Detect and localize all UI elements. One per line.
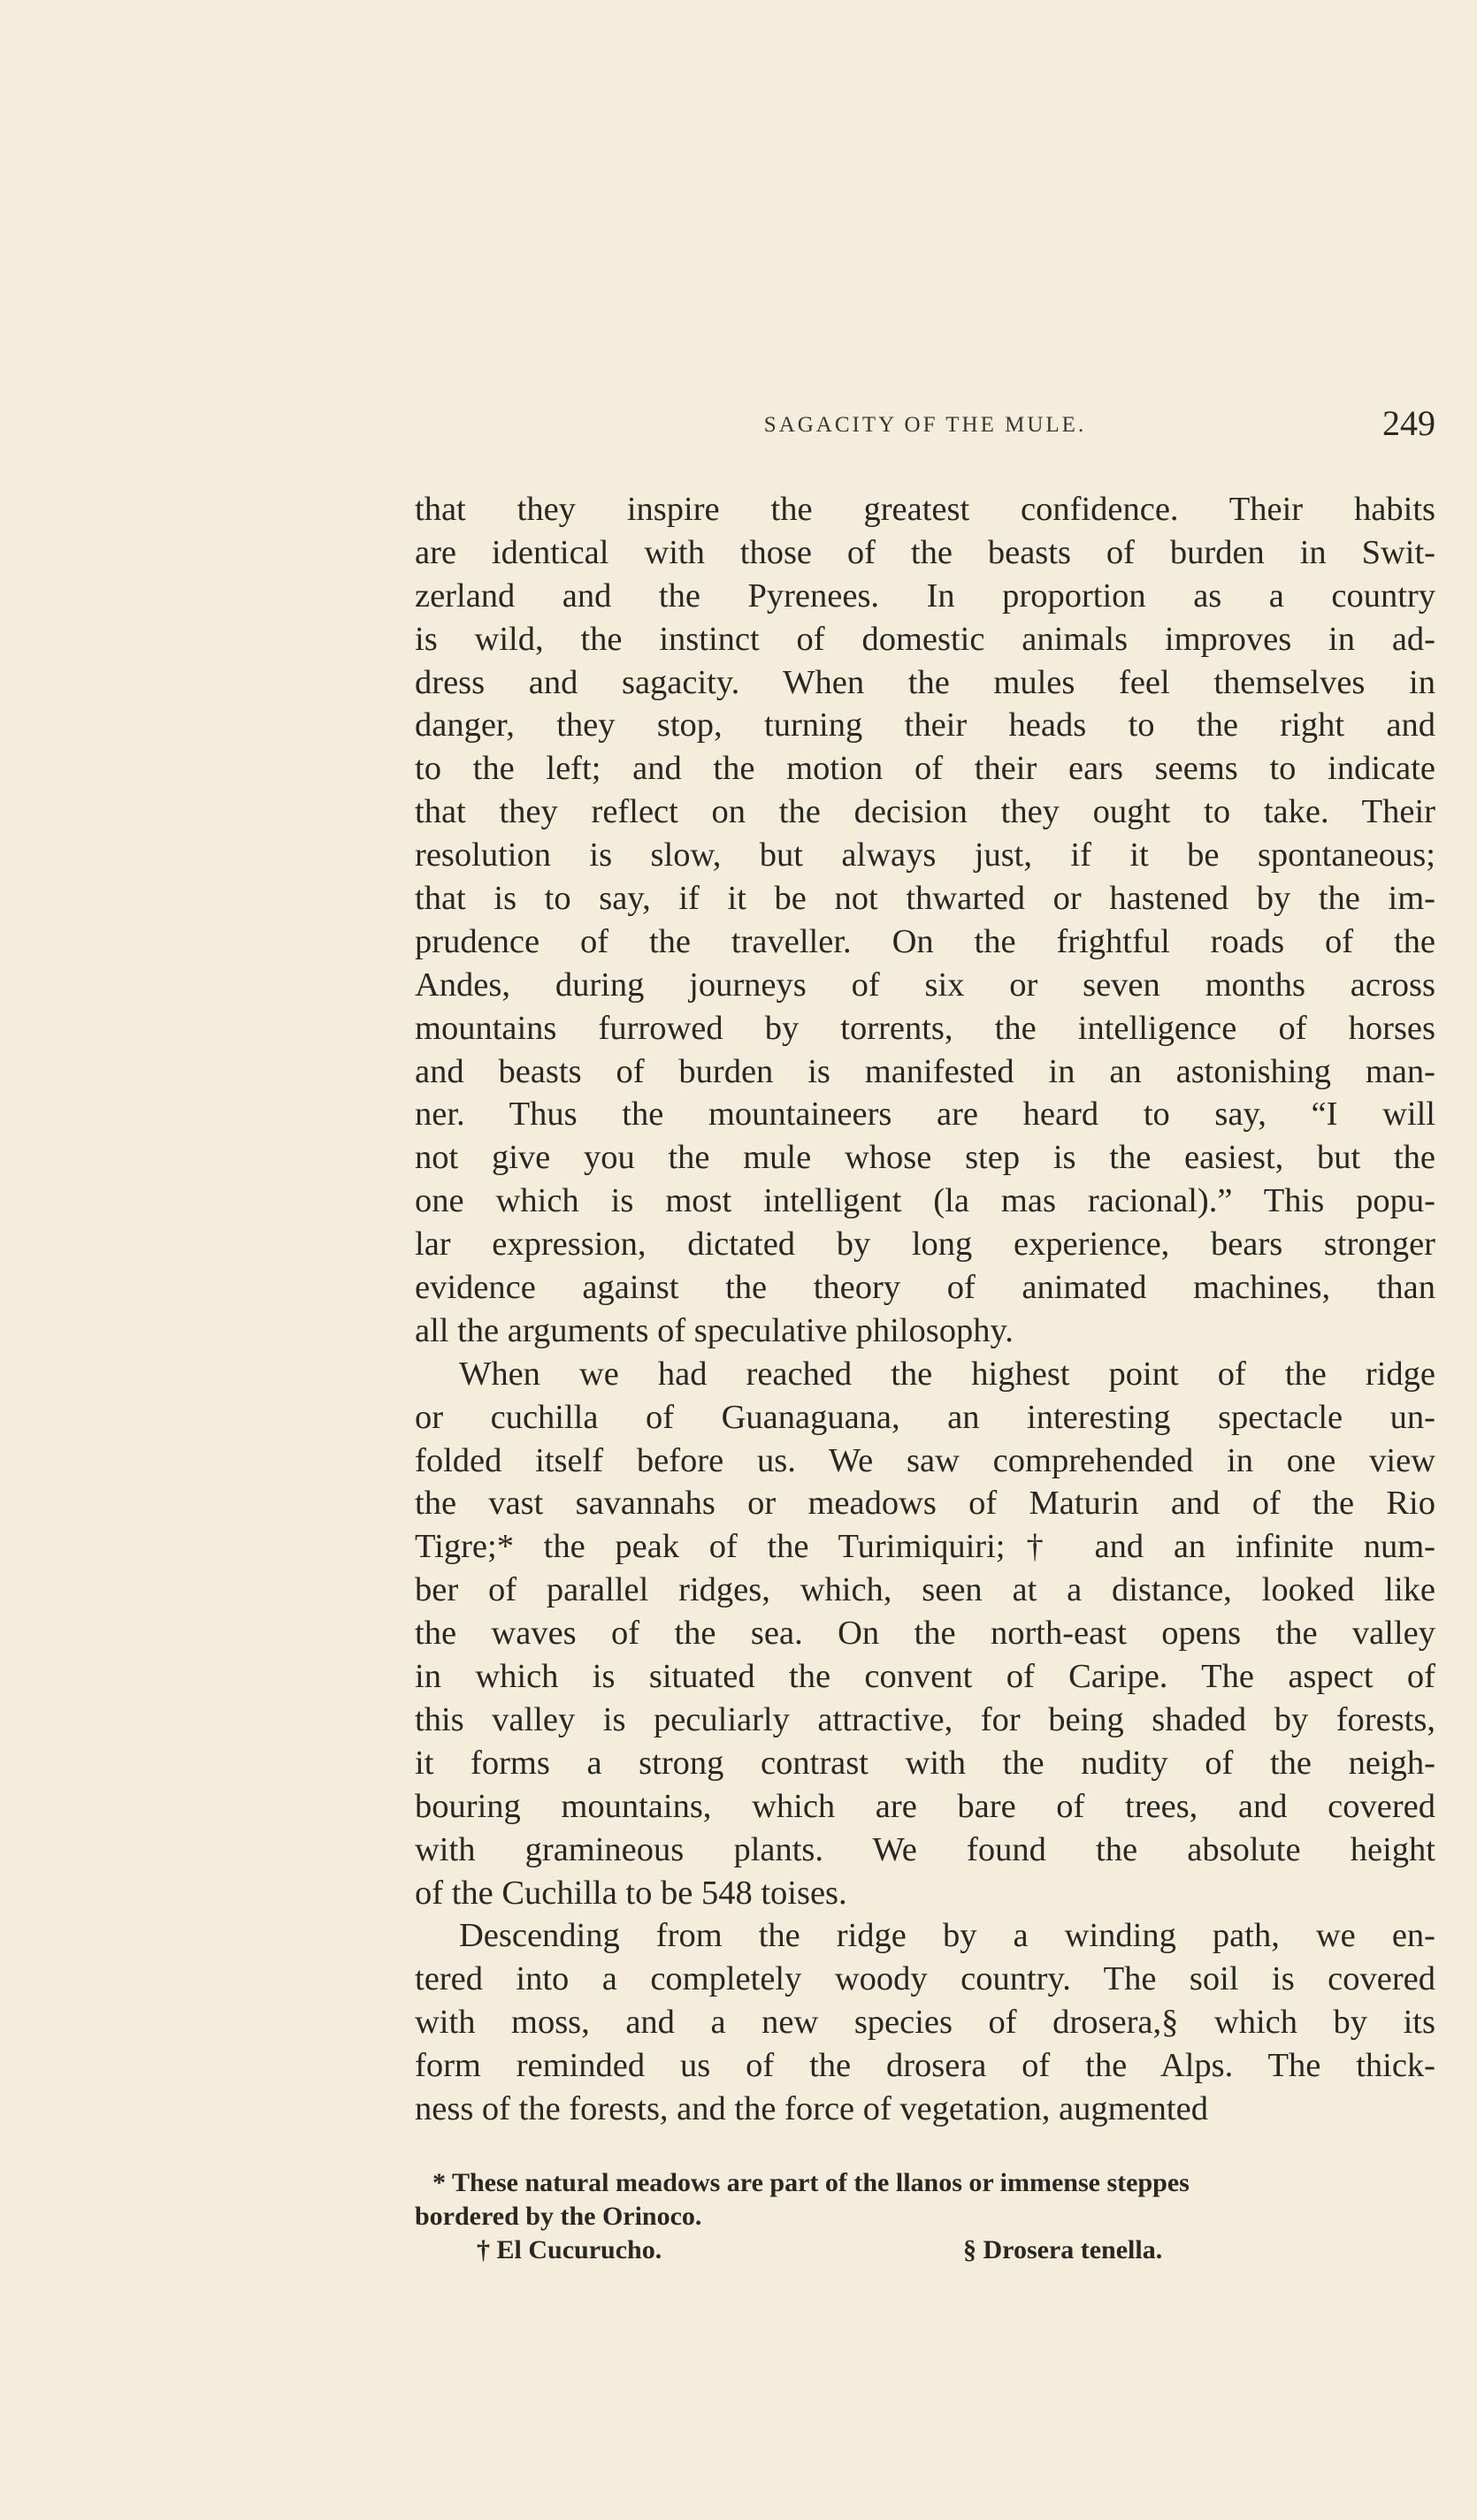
- text-line: When we had reached the highest point of the ridge: [459, 1355, 1435, 1393]
- text-line: zerland and the Pyrenees. In proportion as a country: [415, 577, 1435, 615]
- text-line: is wild, the instinct of domestic animals improves in ad-: [415, 620, 1435, 658]
- text-line: form reminded us of the drosera of the Alps. The thick-: [415, 2047, 1435, 2085]
- footnotes: [415, 2166, 1435, 2267]
- text-line: one which is most intelligent (la mas racional).” This popu-: [415, 1182, 1435, 1220]
- text-line: evidence against the theory of animated machines, than: [415, 1269, 1435, 1307]
- text-line: dress and sagacity. When the mules feel themselves in: [415, 663, 1435, 701]
- running-title: SAGACITY OF THE MULE.: [763, 413, 1087, 437]
- text-line: in which is situated the convent of Caripe. The aspect of: [415, 1658, 1435, 1696]
- page-header: [415, 402, 1435, 447]
- body-text: [415, 488, 1435, 2131]
- text-line: bouring mountains, which are bare of trees, and covered: [415, 1787, 1435, 1825]
- page-number: 249: [1382, 403, 1435, 443]
- text-line: the vast savannahs or meadows of Maturin and of the Rio: [415, 1485, 1435, 1523]
- text-line: tered into a completely woody country. The soil is covered: [415, 1960, 1435, 1998]
- paragraph: [415, 1353, 1435, 1915]
- text-line: folded itself before us. We saw comprehended in one view: [415, 1441, 1435, 1479]
- text-line: Tigre;* the peak of the Turimiquiri;† and an infinite num-: [415, 1528, 1435, 1566]
- text-line: it forms a strong contrast with the nudity of the neigh-: [415, 1744, 1435, 1782]
- text-line: resolution is slow, but always just, if it be spontaneous;: [415, 836, 1435, 874]
- text-line: all the arguments of speculative philosophy.: [415, 1311, 1014, 1349]
- text-line: that they inspire the greatest confidence. Their habits: [415, 491, 1435, 528]
- text-line: to the left; and the motion of their ears seems to indicate: [415, 750, 1435, 788]
- text-line: with moss, and a new species of drosera,§ which by its: [415, 2004, 1435, 2042]
- text-line: or cuchilla of Guanaguana, an interesting spectacle un-: [415, 1398, 1435, 1436]
- text-line: with gramineous plants. We found the absolute height: [415, 1830, 1435, 1868]
- paragraph: [415, 488, 1435, 1353]
- text-line: ner. Thus the mountaineers are heard to say, “I will: [415, 1096, 1435, 1134]
- paragraph: [415, 1914, 1435, 2130]
- text-line: the waves of the sea. On the north-east opens the valley: [415, 1615, 1435, 1653]
- text-line: ness of the forests, and the force of vegetation, augmented: [415, 2089, 1208, 2127]
- footnote-star-line-1: * These natural meadows are part of the llanos or immense steppes: [432, 2168, 1190, 2197]
- text-line: lar expression, dictated by long experience, bears stronger: [415, 1226, 1435, 1264]
- footnote-section: § Drosera tenella.: [963, 2235, 1163, 2264]
- text-line: Andes, during journeys of six or seven months across: [415, 966, 1435, 1004]
- text-line: that they reflect on the decision they ought to take. Their: [415, 793, 1435, 831]
- footnote-dagger: † El Cucurucho.: [477, 2235, 662, 2264]
- text-line: of the Cuchilla to be 548 toises.: [415, 1874, 847, 1912]
- text-line: not give you the mule whose step is the easiest, but the: [415, 1139, 1435, 1177]
- text-line: danger, they stop, turning their heads to the right and: [415, 706, 1435, 745]
- text-line: and beasts of burden is manifested in an astonishing man-: [415, 1052, 1435, 1090]
- text-line: prudence of the traveller. On the frightful roads of the: [415, 922, 1435, 960]
- text-line: ber of parallel ridges, which, seen at a distance, looked like: [415, 1571, 1435, 1609]
- text-line: Descending from the ridge by a winding path, we en-: [459, 1917, 1435, 1955]
- text-line: are identical with those of the beasts of burden in Swit-: [415, 533, 1435, 571]
- text-line: that is to say, if it be not thwarted or hastened by the im-: [415, 880, 1435, 918]
- footnote-star-line-2: bordered by the Orinoco.: [415, 2202, 702, 2231]
- text-line: mountains furrowed by torrents, the intelligence of horses: [415, 1009, 1435, 1047]
- text-line: this valley is peculiarly attractive, for being shaded by forests,: [415, 1700, 1435, 1738]
